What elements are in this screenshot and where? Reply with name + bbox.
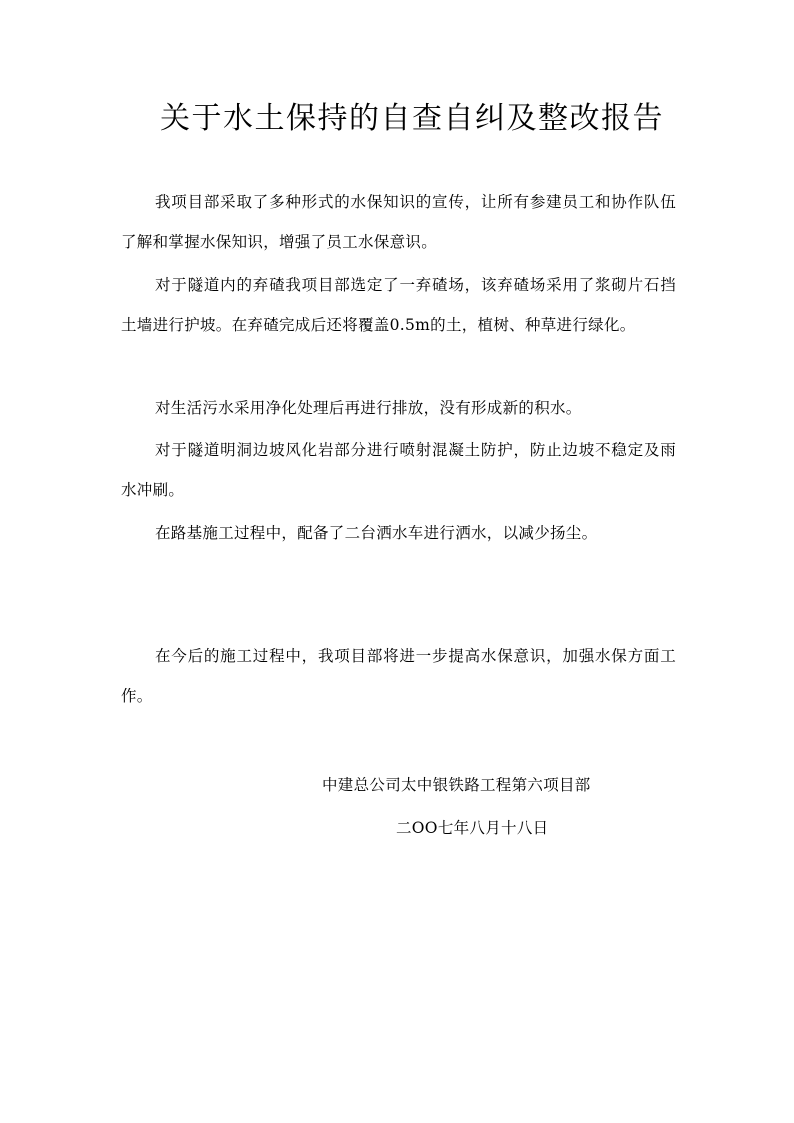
paragraph-dust-control: 在路基施工过程中，配备了二台洒水车进行洒水，以减少扬尘。 [155, 524, 598, 542]
paragraph-sewage: 对生活污水采用净化处理后再进行排放，没有形成新的积水。 [155, 399, 582, 417]
document-title: 关于水土保持的自查自纠及整改报告 [160, 101, 664, 136]
paragraph-spoil-site: 对于隧道内的弃碴我项目部选定了一弃碴场，该弃碴场采用了浆砌片石挡土墙进行护坡。在弃碴完成后还将覆盖0.5m的土，植树、种草进行绿化。 [121, 276, 676, 334]
paragraph-publicity: 我项目部采取了多种形式的水保知识的宣传，让所有参建员工和协作队伍了解和掌握水保知识，增强了员工水保意识。 [121, 193, 676, 251]
signature-date: 二OO七年八月十八日 [396, 819, 549, 837]
signature-organization: 中建总公司太中银铁路工程第六项目部 [322, 776, 591, 794]
paragraph-future-work: 在今后的施工过程中，我项目部将进一步提高水保意识，加强水保方面工作。 [121, 647, 676, 705]
paragraph-slope-protection: 对于隧道明洞边坡风化岩部分进行喷射混凝土防护，防止边坡不稳定及雨水冲刷。 [121, 441, 676, 499]
